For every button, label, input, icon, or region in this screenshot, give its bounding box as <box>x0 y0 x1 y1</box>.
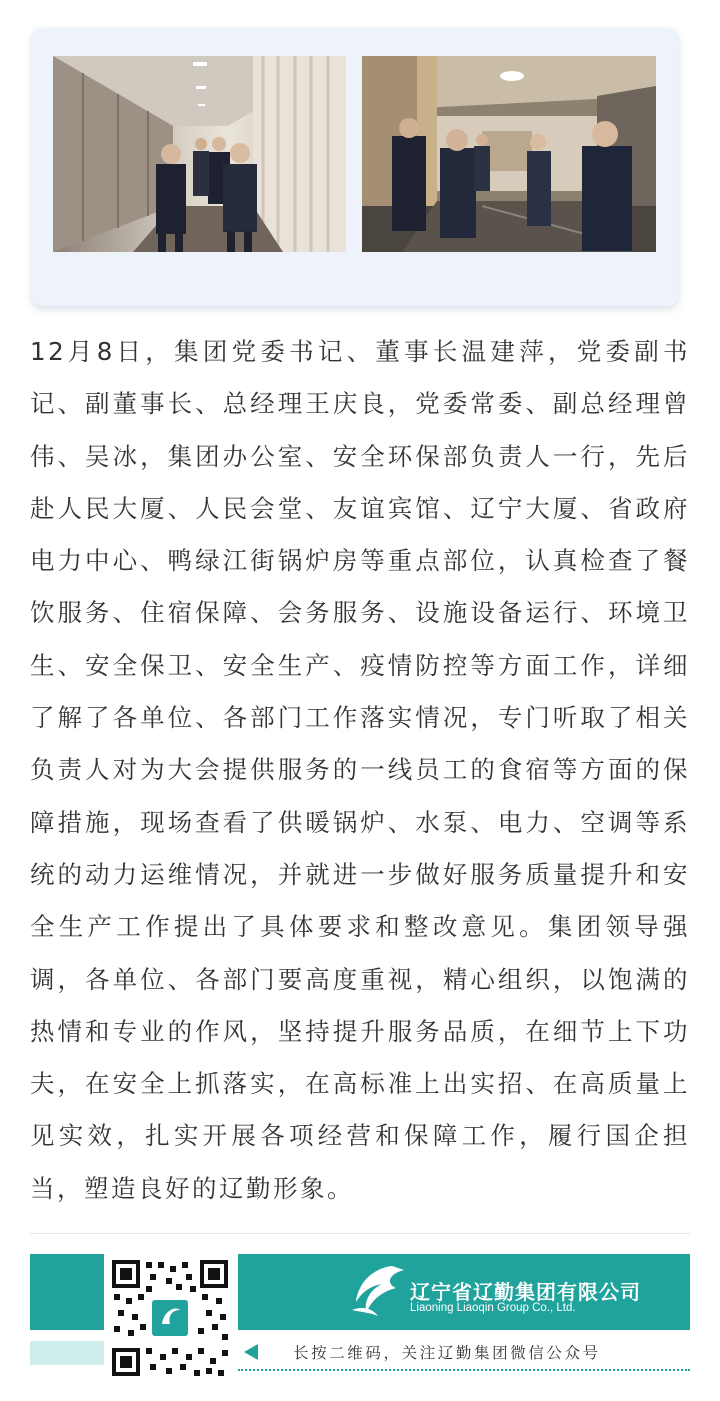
corridor-inspection-photo <box>53 56 346 252</box>
article-paragraph: 12月8日，集团党委书记、董事长温建萍，党委副书记、副董事长、总经理王庆良，党委常委、副总经理曾伟、吴冰，集团办公室、安全环保部负责人一行，先后赴人民大厦、人民会堂、友谊宾馆、辽宁大厦、省政府电力中心、鸭绿江街锅炉房等重点部位，认真检查了餐饮服务、住宿保障、会务服务、设施设备运行、环境卫生、安全保卫、安全生产、疫情防控等方面工作，详细了解了各单位、各部门工作落实情况，专门听取了相关负责人对为大会提供服务的一线员工的食宿等方面的保障措施，现场查看了供暖锅炉、水泵、电力、空调等系统的动力运维情况，并就进一步做好服务质量提升和安全生产工作提出了具体要求和整改意见。集团领导强调，各单位、各部门要高度重视，精心组织，以饱满的热情和专业的作风，坚持提升服务品质，在细节上下功夫，在安全上抓落实，在高标准上出实招、在高质量上见实效，扎实开展各项经营和保障工作，履行国企担当，塑造良好的辽勤形象。 <box>30 337 690 1203</box>
arrow-left-icon <box>244 1344 258 1360</box>
dotted-underline <box>238 1369 690 1371</box>
divider <box>30 1233 690 1234</box>
lobby-inspection-photo <box>362 56 656 252</box>
teal-strip-light <box>30 1341 104 1365</box>
company-banner <box>238 1254 690 1330</box>
follow-instruction: 长按二维码，关注辽勤集团微信公众号 <box>293 1344 601 1362</box>
photo-card <box>32 28 678 306</box>
company-name-en: Liaoning Liaoqin Group Co., Ltd. <box>410 1302 576 1314</box>
phoenix-logo-icon <box>348 1262 408 1320</box>
teal-block-left <box>30 1254 104 1330</box>
company-name-cn: 辽宁省辽勤集团有限公司 <box>410 1282 641 1304</box>
footer-banner <box>30 1254 690 1382</box>
qr-code-icon[interactable] <box>110 1258 230 1378</box>
